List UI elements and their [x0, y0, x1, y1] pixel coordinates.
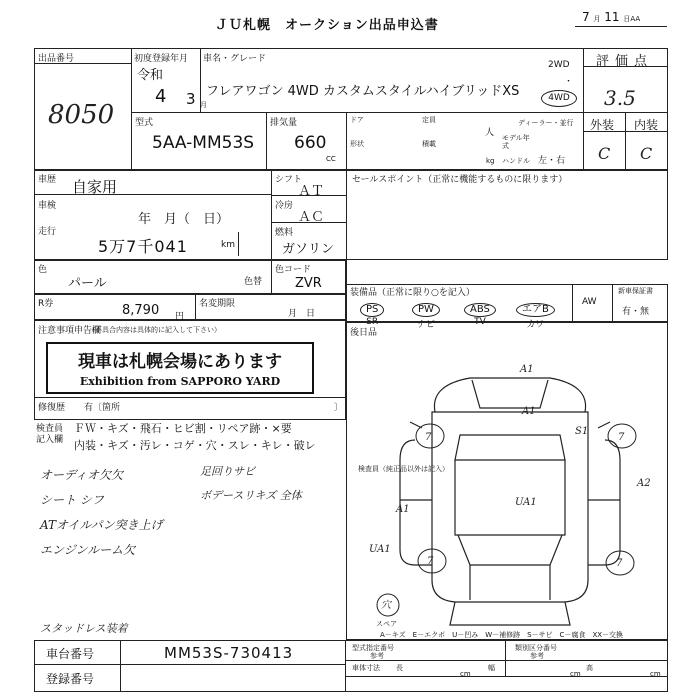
mark-a1-top: A1 [520, 364, 534, 375]
handwritten-left [40, 463, 163, 563]
history-label: 車歴 [38, 175, 57, 185]
note-seat: シート シフ [40, 493, 104, 507]
rear-pillars [470, 565, 550, 600]
category-ref: 参考 [530, 652, 544, 660]
top-section [34, 48, 668, 170]
drive-2wd: 2WD [548, 60, 570, 70]
shift-value: ＡＴ [298, 184, 325, 199]
shape-label: 形状 [350, 140, 364, 148]
length-cm: cm [460, 670, 471, 678]
damage-legend: A－キズ E－エクボ U－凹み W－補修跡 S－サビ C－腐食 XX－交換 [380, 631, 624, 639]
reg-month: 3 [186, 90, 196, 108]
fuel-label: 燃料 [275, 228, 294, 238]
displacement-label: 排気量 [270, 118, 298, 128]
drive-4wd: 4WD [541, 90, 577, 107]
aa-label: AA [630, 15, 641, 23]
car-name: フレアワゴン 4WD カスタムスタイルハイブリッドXS [206, 84, 520, 99]
day-value: 11 [604, 10, 620, 24]
chassis-value: MM53S-730413 [164, 644, 294, 662]
windshield [455, 435, 565, 460]
sales-point-label: セールスポイント（正常に機能するものに限ります） [352, 175, 568, 185]
mark-7-fl: 7 [425, 432, 432, 443]
inspector-label-2: 記入欄 [36, 435, 64, 445]
note-audio: オーディオ欠欠 [40, 468, 124, 482]
persons-unit: 人 [485, 128, 495, 138]
length-label: 車体寸法 [352, 664, 380, 672]
type-label: 型式指定番号 [352, 644, 394, 652]
inspector-label-1: 検査員 [36, 424, 64, 434]
model-year-label: モデル年式 [502, 134, 530, 150]
name-change-value: 月 日 [288, 309, 316, 319]
notes-sub: （不具合内容は具体的に記入して下さい） [88, 326, 221, 334]
equipment-pw: PW [412, 303, 440, 317]
interior-value: C [640, 144, 653, 163]
warranty-value: 有・無 [622, 307, 650, 317]
mark-s1: S1 [575, 426, 589, 437]
category-label: 類別区分番号 [515, 644, 557, 652]
notes-label: 注意事項申告欄 [38, 326, 102, 336]
equipment-ps: PS [360, 303, 384, 317]
width-cm: cm [570, 670, 581, 678]
warranty-label: 新車保証書 [618, 287, 653, 295]
lot-label: 出品番号 [38, 54, 75, 64]
color-replaced-label: 色替 [244, 277, 263, 287]
car-diagram [360, 350, 660, 640]
note-at-oil: ATオイルパン突き上げ [40, 518, 163, 532]
equipment-aw: AW [582, 297, 597, 307]
era: 令和 [137, 68, 164, 83]
chassis-label: 車台番号 [46, 647, 95, 661]
exterior-label: 外装 [590, 118, 615, 132]
ac-value: ＡＣ [298, 210, 325, 225]
rear-bumper [450, 602, 570, 625]
inspection-row-2: 内装・キズ・汚レ・コゲ・穴・スレ・キレ・破レ [74, 439, 316, 452]
inspection-row-1: ＦＷ・キズ・飛石・ヒビ割・リペア跡・×要 [74, 422, 292, 435]
roof [455, 460, 565, 535]
inspection-value: 年 月（ 日） [138, 212, 230, 227]
capacity-label: 定員 [422, 116, 436, 124]
diagram-label: 検査員（純正品以外は記入） [358, 465, 449, 473]
mark-spare-hole: 穴 [381, 600, 391, 611]
mark-7-rl: 7 [427, 556, 434, 567]
repair-close: 〕 [334, 403, 344, 413]
model-label: 型式 [135, 118, 154, 128]
banner-en: Exhibition from SAPPORO YARD [79, 375, 281, 388]
mileage-label: 走行 [38, 227, 57, 237]
day-suffix: 日 [623, 15, 631, 23]
month-value: 7 [582, 10, 590, 24]
left-doors [400, 440, 432, 565]
note-underbody: 足回りサビ [200, 465, 255, 478]
recycle-unit: 円 [175, 312, 185, 322]
footer-section [34, 640, 668, 692]
mark-a1-left: A1 [396, 504, 410, 515]
grade-label: 評価点 [596, 54, 654, 69]
equipment-tv: TV [474, 317, 486, 327]
plate-label: 登録番号 [46, 672, 95, 686]
date [582, 10, 640, 24]
car-name-label: 車名・グレード [203, 54, 267, 64]
shift-label: シフト [275, 175, 303, 185]
height: 高 [586, 664, 593, 672]
banner-jp: 現車は札幌会場にあります [78, 352, 282, 372]
interior-label: 内装 [634, 118, 659, 132]
mark-7-fr: 7 [618, 432, 625, 443]
grade-value: 3.5 [604, 86, 636, 110]
handle-label: ハンドル [502, 157, 530, 165]
lot-number: 8050 [48, 100, 115, 130]
color-label: 色 [38, 265, 48, 275]
handle-value: 左・右 [538, 156, 566, 166]
rear-label: 後日品 [350, 328, 378, 338]
equipment-label: 装備品（正常に限り○を記入） [350, 288, 475, 298]
equipment-navi: ナビ [416, 320, 435, 330]
reg-year: 4 [155, 86, 167, 107]
reg-month-suffix: 月 [200, 101, 207, 109]
rear-window [458, 535, 562, 565]
recycle-label: R券 [38, 299, 54, 309]
mark-a1-hood: A1 [522, 406, 536, 417]
mark-ua1-left: UA1 [369, 544, 391, 555]
load-label: 積載 [422, 140, 436, 148]
kg-unit: kg [486, 157, 495, 165]
note-body: ボデースリキズ 全体 [200, 489, 302, 502]
door-label: ドア [350, 116, 364, 124]
mark-a2: A2 [637, 478, 651, 489]
color-value: パール [68, 276, 107, 291]
handwritten-middle [200, 460, 302, 508]
equipment-abs: ABS [464, 303, 496, 317]
inspection-label: 車検 [38, 201, 57, 211]
displacement-value: 660 [294, 133, 327, 153]
dealer-label: ディーラー・並行 [518, 119, 574, 127]
repair-label: 修復歴 [38, 403, 66, 413]
exterior-value: C [598, 144, 611, 163]
repair-value: 有〔箇所 [84, 403, 121, 413]
color-code-value: ZVR [295, 276, 322, 291]
spare-label: スペア [376, 620, 397, 628]
length: 長 [396, 664, 403, 672]
yard-banner [46, 342, 314, 394]
fuel-value: ガソリン [282, 242, 335, 257]
front-hood-panel [472, 380, 548, 408]
mark-ua1-roof: UA1 [515, 497, 537, 508]
equipment-leather: カワ [526, 320, 545, 330]
month-suffix: 月 [593, 15, 601, 23]
history-value: 自家用 [72, 178, 118, 196]
color-code-label: 色コード [275, 265, 312, 275]
registration-label: 初度登録年月 [134, 54, 189, 64]
width: 幅 [488, 664, 495, 672]
recycle-value: 8,790 [122, 303, 160, 318]
name-change-label: 名変期限 [199, 299, 236, 309]
height-cm: cm [650, 670, 661, 678]
hood-outline [434, 378, 585, 412]
inspector-entry-label [36, 424, 63, 446]
note-studless: スタッドレス装着 [40, 622, 128, 635]
mark-7-rr: 7 [616, 558, 623, 569]
drive-dot: ・ [564, 77, 574, 87]
cc-label: CC [326, 155, 336, 163]
form-title: ＪＵ札幌 オークション出品申込書 [215, 18, 439, 33]
model-value: 5AA-MM53S [152, 133, 255, 153]
equipment-sr: SR [366, 317, 379, 327]
note-engine: エンジンルーム欠 [40, 543, 136, 557]
mileage-unit: km [221, 240, 235, 250]
right-doors [588, 440, 620, 565]
type-ref: 参考 [370, 652, 384, 660]
equipment-airbag: エアB [516, 303, 555, 317]
mileage-value: 5万7千041 [98, 237, 188, 256]
ac-label: 冷房 [275, 201, 294, 211]
